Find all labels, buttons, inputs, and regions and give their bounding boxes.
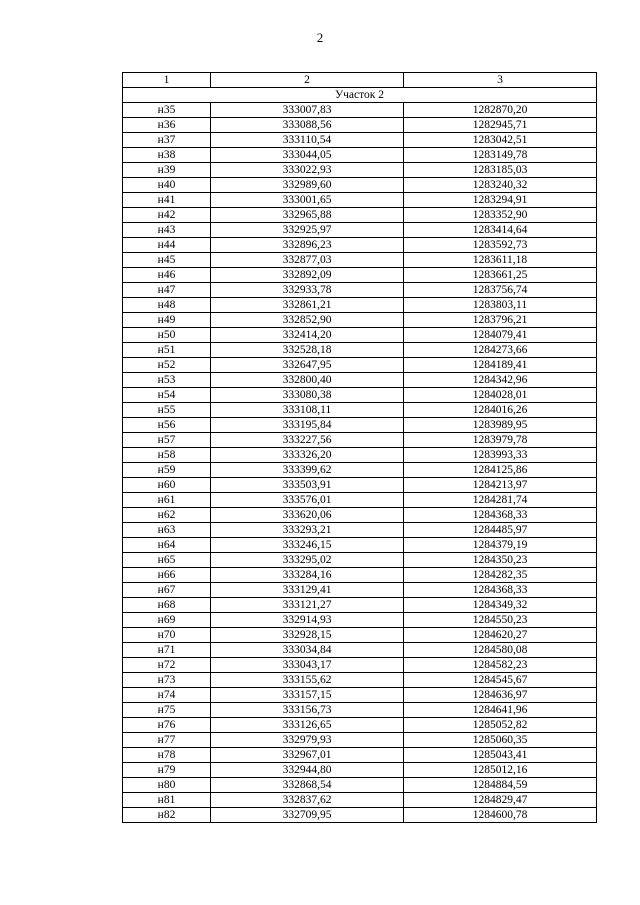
x-coordinate-cell: 332709,95 [211,808,404,823]
point-id-cell: н42 [123,208,211,223]
point-id-cell: н68 [123,598,211,613]
column-header: 3 [404,73,597,88]
point-id-cell: н78 [123,748,211,763]
table-row [123,463,597,478]
table-row [123,673,597,688]
y-coordinate-cell: 1285012,16 [404,763,597,778]
y-coordinate-cell: 1284620,27 [404,628,597,643]
x-coordinate-cell: 333126,65 [211,718,404,733]
point-id-cell: н51 [123,343,211,358]
y-coordinate-cell: 1284282,35 [404,568,597,583]
x-coordinate-cell: 333022,93 [211,163,404,178]
x-coordinate-cell: 332965,88 [211,208,404,223]
point-id-cell: н70 [123,628,211,643]
table-row [123,628,597,643]
y-coordinate-cell: 1283185,03 [404,163,597,178]
y-coordinate-cell: 1284189,41 [404,358,597,373]
table-row [123,103,597,118]
y-coordinate-cell: 1285060,35 [404,733,597,748]
y-coordinate-cell: 1285043,41 [404,748,597,763]
point-id-cell: н55 [123,403,211,418]
x-coordinate-cell: 333284,16 [211,568,404,583]
table-row [123,343,597,358]
point-id-cell: н63 [123,523,211,538]
point-id-cell: н72 [123,658,211,673]
y-coordinate-cell: 1284600,78 [404,808,597,823]
x-coordinate-cell: 333576,01 [211,493,404,508]
x-coordinate-cell: 333326,20 [211,448,404,463]
y-coordinate-cell: 1284368,33 [404,583,597,598]
table-row [123,253,597,268]
table-row [123,238,597,253]
table-row [123,748,597,763]
point-id-cell: н62 [123,508,211,523]
y-coordinate-cell: 1284884,59 [404,778,597,793]
y-coordinate-cell: 1283979,78 [404,433,597,448]
x-coordinate-cell: 332647,95 [211,358,404,373]
table-row [123,403,597,418]
y-coordinate-cell: 1284125,86 [404,463,597,478]
x-coordinate-cell: 333108,11 [211,403,404,418]
x-coordinate-cell: 332989,60 [211,178,404,193]
table-row [123,703,597,718]
y-coordinate-cell: 1283042,51 [404,133,597,148]
table-row [123,478,597,493]
y-coordinate-cell: 1284829,47 [404,793,597,808]
table-row [123,538,597,553]
y-coordinate-cell: 1283352,90 [404,208,597,223]
x-coordinate-cell: 332528,18 [211,343,404,358]
y-coordinate-cell: 1283989,95 [404,418,597,433]
table-row [123,373,597,388]
column-header: 2 [211,73,404,88]
point-id-cell: н60 [123,478,211,493]
table-row [123,388,597,403]
x-coordinate-cell: 332877,03 [211,253,404,268]
point-id-cell: н46 [123,268,211,283]
table-row [123,418,597,433]
point-id-cell: н54 [123,388,211,403]
x-coordinate-cell: 333156,73 [211,703,404,718]
x-coordinate-cell: 333043,17 [211,658,404,673]
x-coordinate-cell: 333088,56 [211,118,404,133]
x-coordinate-cell: 332837,62 [211,793,404,808]
point-id-cell: н48 [123,298,211,313]
table-row [123,583,597,598]
point-id-cell: н47 [123,283,211,298]
section-title-row [123,88,597,103]
point-id-cell: н80 [123,778,211,793]
point-id-cell: н59 [123,463,211,478]
y-coordinate-cell: 1283294,91 [404,193,597,208]
y-coordinate-cell: 1284545,67 [404,673,597,688]
x-coordinate-cell: 333295,02 [211,553,404,568]
x-coordinate-cell: 333121,27 [211,598,404,613]
table-header-row [123,73,597,88]
point-id-cell: н36 [123,118,211,133]
x-coordinate-cell: 333246,15 [211,538,404,553]
y-coordinate-cell: 1284342,96 [404,373,597,388]
x-coordinate-cell: 333044,05 [211,148,404,163]
table-row [123,313,597,328]
y-coordinate-cell: 1283240,32 [404,178,597,193]
point-id-cell: н67 [123,583,211,598]
table-row [123,448,597,463]
point-id-cell: н53 [123,373,211,388]
x-coordinate-cell: 332967,01 [211,748,404,763]
table-row [123,223,597,238]
coordinates-table [122,72,597,823]
y-coordinate-cell: 1283611,18 [404,253,597,268]
x-coordinate-cell: 332896,23 [211,238,404,253]
x-coordinate-cell: 333157,15 [211,688,404,703]
x-coordinate-cell: 333080,38 [211,388,404,403]
y-coordinate-cell: 1283414,64 [404,223,597,238]
x-coordinate-cell: 333195,84 [211,418,404,433]
x-coordinate-cell: 333620,06 [211,508,404,523]
table-row [123,808,597,823]
table-row [123,643,597,658]
table-row [123,568,597,583]
y-coordinate-cell: 1283756,74 [404,283,597,298]
x-coordinate-cell: 333155,62 [211,673,404,688]
table-row [123,148,597,163]
column-header: 1 [123,73,211,88]
point-id-cell: н64 [123,538,211,553]
y-coordinate-cell: 1284281,74 [404,493,597,508]
table-row [123,763,597,778]
y-coordinate-cell: 1283592,73 [404,238,597,253]
point-id-cell: н74 [123,688,211,703]
point-id-cell: н44 [123,238,211,253]
point-id-cell: н43 [123,223,211,238]
x-coordinate-cell: 332979,93 [211,733,404,748]
y-coordinate-cell: 1282945,71 [404,118,597,133]
table-row [123,298,597,313]
y-coordinate-cell: 1283803,11 [404,298,597,313]
y-coordinate-cell: 1284550,23 [404,613,597,628]
point-id-cell: н45 [123,253,211,268]
y-coordinate-cell: 1284079,41 [404,328,597,343]
table-row [123,793,597,808]
point-id-cell: н50 [123,328,211,343]
x-coordinate-cell: 333399,62 [211,463,404,478]
table-row [123,268,597,283]
point-id-cell: н65 [123,553,211,568]
x-coordinate-cell: 332861,21 [211,298,404,313]
table-row [123,508,597,523]
y-coordinate-cell: 1284028,01 [404,388,597,403]
y-coordinate-cell: 1284016,26 [404,403,597,418]
table-row [123,433,597,448]
x-coordinate-cell: 333503,91 [211,478,404,493]
table-row [123,688,597,703]
point-id-cell: н56 [123,418,211,433]
table-row [123,133,597,148]
table-row [123,553,597,568]
x-coordinate-cell: 332944,80 [211,763,404,778]
x-coordinate-cell: 333034,84 [211,643,404,658]
x-coordinate-cell: 332914,93 [211,613,404,628]
y-coordinate-cell: 1284641,96 [404,703,597,718]
table-row [123,193,597,208]
table-row [123,178,597,193]
x-coordinate-cell: 333293,21 [211,523,404,538]
x-coordinate-cell: 333227,56 [211,433,404,448]
point-id-cell: н69 [123,613,211,628]
y-coordinate-cell: 1283993,33 [404,448,597,463]
point-id-cell: н58 [123,448,211,463]
point-id-cell: н76 [123,718,211,733]
table-row [123,523,597,538]
table-row [123,328,597,343]
x-coordinate-cell: 333001,65 [211,193,404,208]
x-coordinate-cell: 332928,15 [211,628,404,643]
table-row [123,358,597,373]
y-coordinate-cell: 1283796,21 [404,313,597,328]
point-id-cell: н52 [123,358,211,373]
y-coordinate-cell: 1282870,20 [404,103,597,118]
y-coordinate-cell: 1283149,78 [404,148,597,163]
point-id-cell: н38 [123,148,211,163]
point-id-cell: н71 [123,643,211,658]
table-row [123,658,597,673]
table-row [123,718,597,733]
point-id-cell: н35 [123,103,211,118]
table-row [123,778,597,793]
point-id-cell: н39 [123,163,211,178]
point-id-cell: н37 [123,133,211,148]
section-title: Участок 2 [123,88,597,103]
point-id-cell: н79 [123,763,211,778]
x-coordinate-cell: 333007,83 [211,103,404,118]
x-coordinate-cell: 332933,78 [211,283,404,298]
point-id-cell: н75 [123,703,211,718]
point-id-cell: н61 [123,493,211,508]
point-id-cell: н40 [123,178,211,193]
x-coordinate-cell: 332852,90 [211,313,404,328]
y-coordinate-cell: 1284636,97 [404,688,597,703]
point-id-cell: н49 [123,313,211,328]
table-row [123,118,597,133]
point-id-cell: н41 [123,193,211,208]
table-row [123,613,597,628]
x-coordinate-cell: 332892,09 [211,268,404,283]
y-coordinate-cell: 1284379,19 [404,538,597,553]
y-coordinate-cell: 1284213,97 [404,478,597,493]
point-id-cell: н73 [123,673,211,688]
y-coordinate-cell: 1283661,25 [404,268,597,283]
y-coordinate-cell: 1284368,33 [404,508,597,523]
point-id-cell: н82 [123,808,211,823]
point-id-cell: н77 [123,733,211,748]
table-row [123,163,597,178]
y-coordinate-cell: 1284273,66 [404,343,597,358]
table-row [123,733,597,748]
table-row [123,283,597,298]
x-coordinate-cell: 332800,40 [211,373,404,388]
table-row [123,493,597,508]
y-coordinate-cell: 1284485,97 [404,523,597,538]
x-coordinate-cell: 333129,41 [211,583,404,598]
point-id-cell: н57 [123,433,211,448]
x-coordinate-cell: 332925,97 [211,223,404,238]
y-coordinate-cell: 1284582,23 [404,658,597,673]
x-coordinate-cell: 332414,20 [211,328,404,343]
x-coordinate-cell: 333110,54 [211,133,404,148]
page-number: 2 [316,30,324,45]
y-coordinate-cell: 1285052,82 [404,718,597,733]
y-coordinate-cell: 1284349,32 [404,598,597,613]
y-coordinate-cell: 1284580,08 [404,643,597,658]
y-coordinate-cell: 1284350,23 [404,553,597,568]
point-id-cell: н81 [123,793,211,808]
x-coordinate-cell: 332868,54 [211,778,404,793]
table-row [123,598,597,613]
table-row [123,208,597,223]
point-id-cell: н66 [123,568,211,583]
